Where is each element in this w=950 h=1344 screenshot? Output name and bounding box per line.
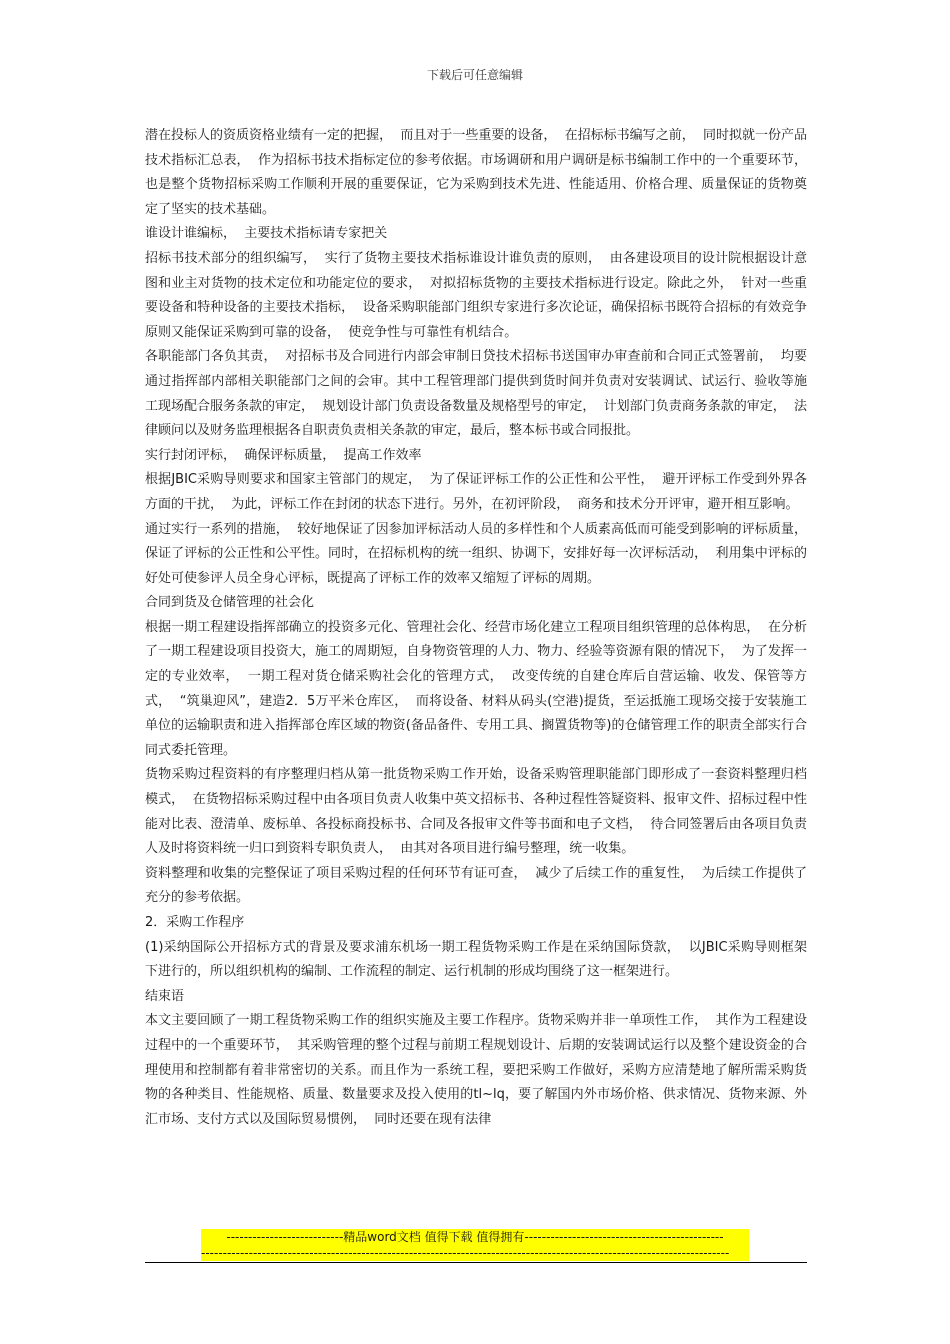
section-heading: 结束语 xyxy=(145,988,185,1004)
footer-banner xyxy=(201,1229,749,1261)
footer-banner-text: ---------------------------精品word文档 值得下载 值得拥有---------------------------------------------- xyxy=(226,1230,724,1244)
paragraph: 根据一期工程建设指挥部确立的投资多元化、管理社会化、经营市场化建立工程项目组织管理的总体构思， 在分析了一期工程建设项目投资大，施工的周期短，自身物资管理的人力、物力、经验等资源有限的情况下， 为了发挥一定的专业效率， 一期工程对货仓储采购社会化的管理方式， 改变传统的自建仓库后自营运输、收发、保管等方式， “筑巢迎风”，建造2．5万平米仓库区， 而将设备、材料从码头(空港)提货，至运抵施工现场交接于安装施工单位的运输职责和进入指挥部仓库区域的物资(备品备件、专用工具、搁置货物等)的仓储管理工作的职责全部实行合同式委托管理。 xyxy=(145,619,807,758)
section-heading: 2．采购工作程序 xyxy=(145,915,245,930)
page-header: 下载后可任意编辑 xyxy=(426,68,523,82)
section-heading: 合同到货及仓储管理的社会化 xyxy=(145,595,315,611)
paragraph: (1)采纳国际公开招标方式的背景及要求浦东机场一期工程货物采购工作是在采纳国际贷款， 以JBIC采购导则框架下进行的，所以组织机构的编制、工作流程的制定、运行机制的形成均围绕了这一框架进行。 xyxy=(145,939,807,980)
paragraph: 本文主要回顾了一期工程货物采购工作的组织实施及主要工作程序。货物采购并非一单项性工作， 其作为工程建设过程中的一个重要环节， 其采购管理的整个过程与前期工程规划设计、后期的安装调试运行以及整个建设资金的合理使用和控制都有着非常密切的关系。而且作为一系统工程，要把采购工作做好，采购方应清楚地了解所需采购货物的各种类目、性能规格、质量、数量要求及投入使用的tl~lq，要了解国内外市场价格、供求情况、货物来源、外汇市场、支付方式以及国际贸易惯例， 同时还要在现有法律 xyxy=(145,1013,807,1127)
footer-banner-dashes: -------------------------------------------------------------------------------------------------------------------------- xyxy=(201,1246,730,1260)
paragraph: 招标书技术部分的组织编写， 实行了货物主要技术指标谁设计谁负责的原则， 由各建设项目的设计院根据设计意图和业主对货物的技术定位和功能定位的要求， 对拟招标货物的主要技术指标进行设定。除此之外， 针对一些重要设备和特种设备的主要技术指标， 设备采购职能部门组织专家进行多次论证，确保招标书既符合招标的有效竞争原则又能保证采购到可靠的设备， 使竞争性与可靠性有机结合。 xyxy=(145,250,807,340)
paragraph: 潜在投标人的资质资格业绩有一定的把握， 而且对于一些重要的设备， 在招标标书编写之前， 同时拟就一份产品技术指标汇总表， 作为招标书技术指标定位的参考依据。市场调研和用户调研是标书编制工作中的一个重要环节， 也是整个货物招标采购工作顺利开展的重要保证，它为采购到技术先进、性能适用、价格合理、质量保证的货物奠定了坚实的技术基础。 xyxy=(145,128,816,217)
paragraph: 资料整理和收集的完整保证了项目采购过程的任何环节有证可查， 减少了后续工作的重复性， 为后续工作提供了充分的参考依据。 xyxy=(145,865,807,906)
paragraph: 通过实行一系列的措施， 较好地保证了因参加评标活动人员的多样性和个人质素高低而可能受到影响的评标质量， 保证了评标的公正性和公平性。同时，在招标机构的统一组织、协调下，安排好每一次评标活动， 利用集中评标的好处可使参评人员全身心评标，既提高了评标工作的效率又缩短了评标的周期。 xyxy=(145,521,816,586)
footer-divider xyxy=(145,1262,807,1263)
paragraph: 根据JBIC采购导则要求和国家主管部门的规定， 为了保证评标工作的公正性和公平性， 避开评标工作受到外界各方面的干扰， 为此，评标工作在封闭的状态下进行。另外，在初评阶段， 商务和技术分开评审，避开相互影响。 xyxy=(145,472,807,512)
document-body xyxy=(145,124,816,1132)
section-heading: 实行封闭评标， 确保评标质量， 提高工作效率 xyxy=(145,447,422,463)
paragraph: 各职能部门各负其责， 对招标书及合同进行内部会审制日贷技术招标书送国审办审查前和合同正式签署前， 均要通过指挥部内部相关职能部门之间的会审。其中工程管理部门提供到货时间并负责对安装调试、试运行、验收等施工现场配合服务条款的审定， 规划设计部门负责设备数量及规格型号的审定， 计划部门负责商务条款的审定， 法律顾问以及财务监理根据各自职责负责相关条款的审定，最后，整本标书或合同报批。 xyxy=(145,349,807,439)
paragraph: 货物采购过程资料的有序整理归档从第一批货物采购工作开始，设备采购管理职能部门即形成了一套资料整理归档模式， 在货物招标采购过程中由各项目负责人收集中英文招标书、各种过程性答疑资料、报审文件、招标过程中性能对比表、澄清单、废标单、各投标商投标书、合同及各报审文件等书面和电子文档， 待合同签署后由各项目负责人及时将资料统一归口到资料专职负责人， 由其对各项目进行编号整理，统一收集。 xyxy=(145,767,807,857)
section-heading: 谁设计谁编标， 主要技术指标请专家把关 xyxy=(145,226,388,242)
